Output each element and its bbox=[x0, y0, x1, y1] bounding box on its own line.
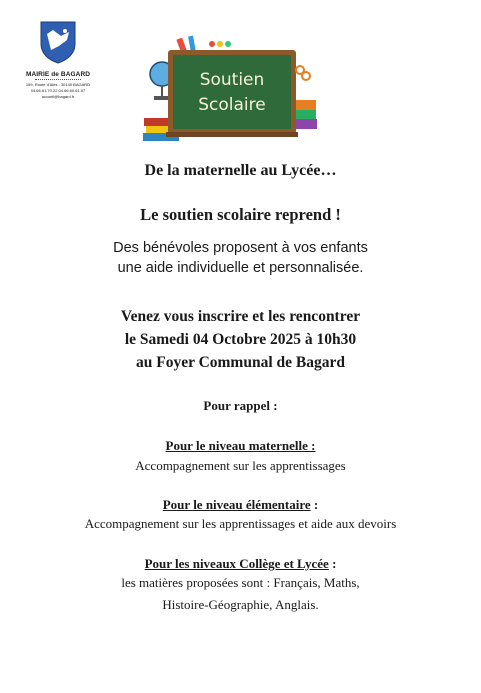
level-college-title bbox=[0, 555, 481, 573]
level-college-text-2: Histoire-Géographie, Anglais. bbox=[162, 597, 319, 612]
level-maternelle-title bbox=[0, 437, 481, 455]
mairie-email: accueil@bagard.fr bbox=[41, 94, 75, 99]
mairie-phone: 04.66.61.70.22 04.66.60.61.97 bbox=[30, 88, 86, 93]
mairie-header bbox=[22, 20, 94, 100]
chalkboard-graphic bbox=[140, 30, 320, 145]
level-elementaire-text: Accompagnement sur les apprentissages et aide aux devoirs bbox=[84, 516, 397, 531]
mairie-name: MAIRIE de BAGARD bbox=[25, 71, 91, 78]
heading: De la maternelle au Lycée… bbox=[144, 162, 337, 179]
divider bbox=[35, 79, 81, 80]
level-elementaire-title bbox=[0, 496, 481, 514]
invite-line-2: le Samedi 04 Octobre 2025 à 10h30 bbox=[124, 331, 357, 348]
invite-line-1: Venez vous inscrire et les rencontrer bbox=[120, 308, 361, 325]
level-maternelle-text: Accompagnement sur les apprentissages bbox=[135, 458, 346, 473]
subheading: Le soutien scolaire reprend ! bbox=[140, 205, 341, 224]
invite-line-3: au Foyer Communal de Bagard bbox=[136, 354, 345, 371]
intro-line-1: Des bénévoles proposent à vos enfants bbox=[113, 240, 368, 256]
mairie-address: 159, Route d'Alès - 30140 BAGARD bbox=[25, 82, 91, 87]
level-title: Pour le niveau élémentaire bbox=[162, 497, 311, 512]
level-title: Pour le niveau maternelle : bbox=[165, 438, 316, 453]
board-line-1: Soutien bbox=[199, 70, 265, 90]
rappel-label: Pour rappel : bbox=[203, 398, 278, 413]
intro-line-2: une aide individuelle et personnalisée. bbox=[117, 260, 364, 276]
level-college-text-1: les matières proposées sont : Français, Maths, bbox=[121, 575, 360, 590]
chalkboard-illustration bbox=[140, 30, 320, 145]
level-suffix: : bbox=[310, 497, 319, 512]
level-suffix: : bbox=[328, 556, 337, 571]
level-title: Pour les niveaux Collège et Lycée bbox=[144, 556, 329, 571]
coat-of-arms-icon bbox=[39, 20, 77, 64]
board-line-2: Scolaire bbox=[198, 95, 266, 115]
